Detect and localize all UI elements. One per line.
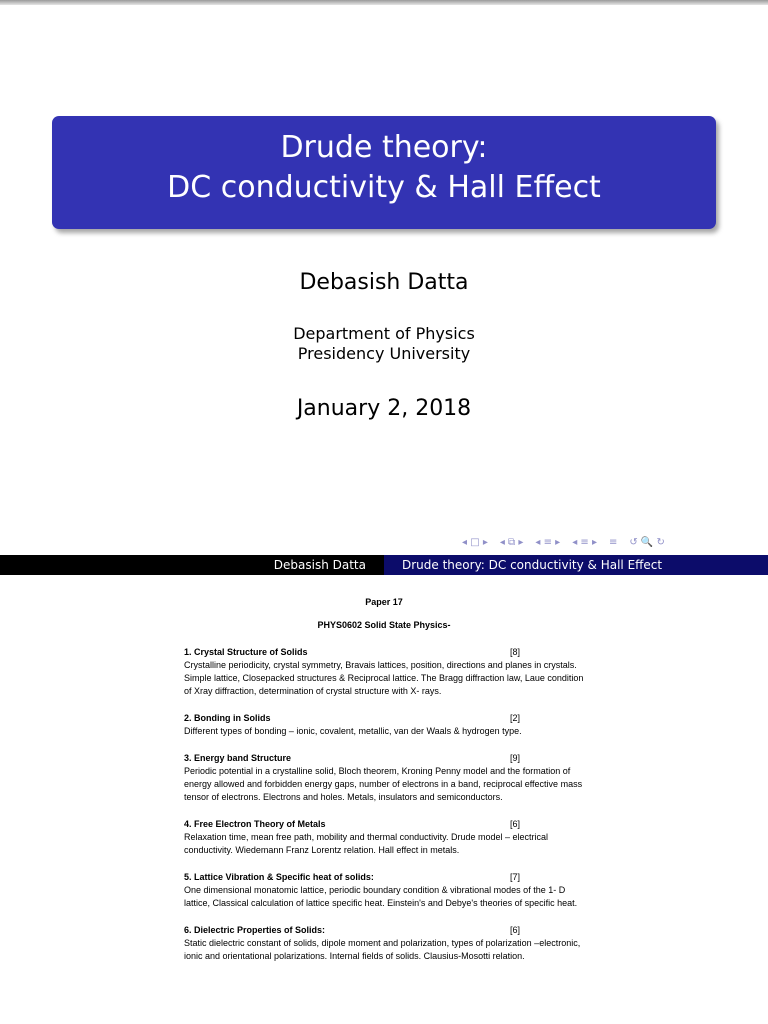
- nav-align-icon[interactable]: ≡: [608, 536, 618, 548]
- section-marks: [6]: [509, 819, 520, 829]
- section-marks: [7]: [509, 872, 520, 882]
- footer-author: Debasish Datta: [0, 555, 384, 575]
- slide-footer: [0, 555, 768, 575]
- nav-section-icon[interactable]: ◂ ≡ ▸: [535, 536, 561, 548]
- section-marks: [8]: [509, 647, 520, 657]
- section-body: Static dielectric constant of solids, dipole moment and polarization, types of polarization –electronic, ionic and orientational polarizations. Internal fields of solids. Clausius-Mosotti relation.: [184, 938, 581, 961]
- footer-title: Drude theory: DC conductivity & Hall Effect: [384, 555, 768, 575]
- section-title: 1. Crystal Structure of Solids: [184, 647, 308, 657]
- author: Debasish Datta: [299, 270, 469, 295]
- section-marks: [6]: [509, 925, 520, 935]
- section-body: One dimensional monatomic lattice, periodic boundary condition & vibrational modes of the 1- D lattice, Classical calculation of lattice specific heat. Einstein's and Debye's theories of specific heat.: [184, 885, 578, 908]
- nav-search-icon[interactable]: ↺ 🔍 ↻: [629, 536, 665, 548]
- slide-title-line-2: DC conductivity & Hall Effect: [167, 170, 601, 205]
- beamer-nav-bar: [462, 534, 665, 550]
- top-rule: [0, 0, 768, 5]
- syllabus-section: [184, 818, 584, 857]
- section-marks: [2]: [509, 713, 520, 723]
- slide-title-box: [52, 116, 716, 229]
- syllabus-section: [184, 924, 584, 963]
- section-body: Periodic potential in a crystalline solid, Bloch theorem, Kroning Penny model and the formation of energy allowed and forbidden energy gaps, number of electrons in a band, reciprocal effective mass tensor of electrons. Electrons and holes. Metals, insulators and semiconductors.: [184, 766, 583, 802]
- nav-subsection-icon[interactable]: ◂ ⧉ ▸: [499, 536, 524, 548]
- course-heading: PHYS0602 Solid State Physics-: [317, 620, 451, 630]
- section-body: Relaxation time, mean free path, mobility and thermal conductivity. Drude model – electrical conductivity. Wiedemann Franz Lorentz relation. Hall effect in metals.: [184, 832, 549, 855]
- syllabus-section: [184, 712, 584, 738]
- paper-heading: Paper 17: [365, 597, 403, 607]
- section-title: 6. Dielectric Properties of Solids:: [184, 925, 326, 935]
- section-body: Different types of bonding – ionic, covalent, metallic, van der Waals & hydrogen type.: [184, 726, 522, 736]
- section-marks: [9]: [509, 753, 520, 763]
- syllabus-section: [184, 646, 584, 698]
- syllabus-section: [184, 871, 584, 910]
- section-title: 3. Energy band Structure: [184, 753, 292, 763]
- institution: [0, 324, 768, 364]
- university: Presidency University: [297, 344, 471, 363]
- section-title: 4. Free Electron Theory of Metals: [184, 819, 326, 829]
- nav-slide-icon[interactable]: ◂ ≡ ▸: [572, 536, 597, 548]
- nav-frame-icon[interactable]: ◂ □ ▸: [462, 536, 488, 548]
- slide-title-line-1: Drude theory:: [280, 130, 488, 165]
- section-body: Crystalline periodicity, crystal symmetry, Bravais lattices, position, directions and planes in crystals. Simple lattice, Closepacked structures & Reciprocal lattice. The Bragg diffraction law, Laue condition of Xray diffraction, determination of crystal structure with X- rays.: [184, 660, 584, 696]
- syllabus-section: [184, 752, 584, 804]
- section-title: 2. Bonding in Solids: [184, 713, 271, 723]
- date: January 2, 2018: [296, 396, 472, 421]
- department: Department of Physics: [293, 324, 475, 343]
- syllabus-document: [184, 590, 584, 963]
- section-title: 5. Lattice Vibration & Specific heat of solids:: [184, 872, 374, 882]
